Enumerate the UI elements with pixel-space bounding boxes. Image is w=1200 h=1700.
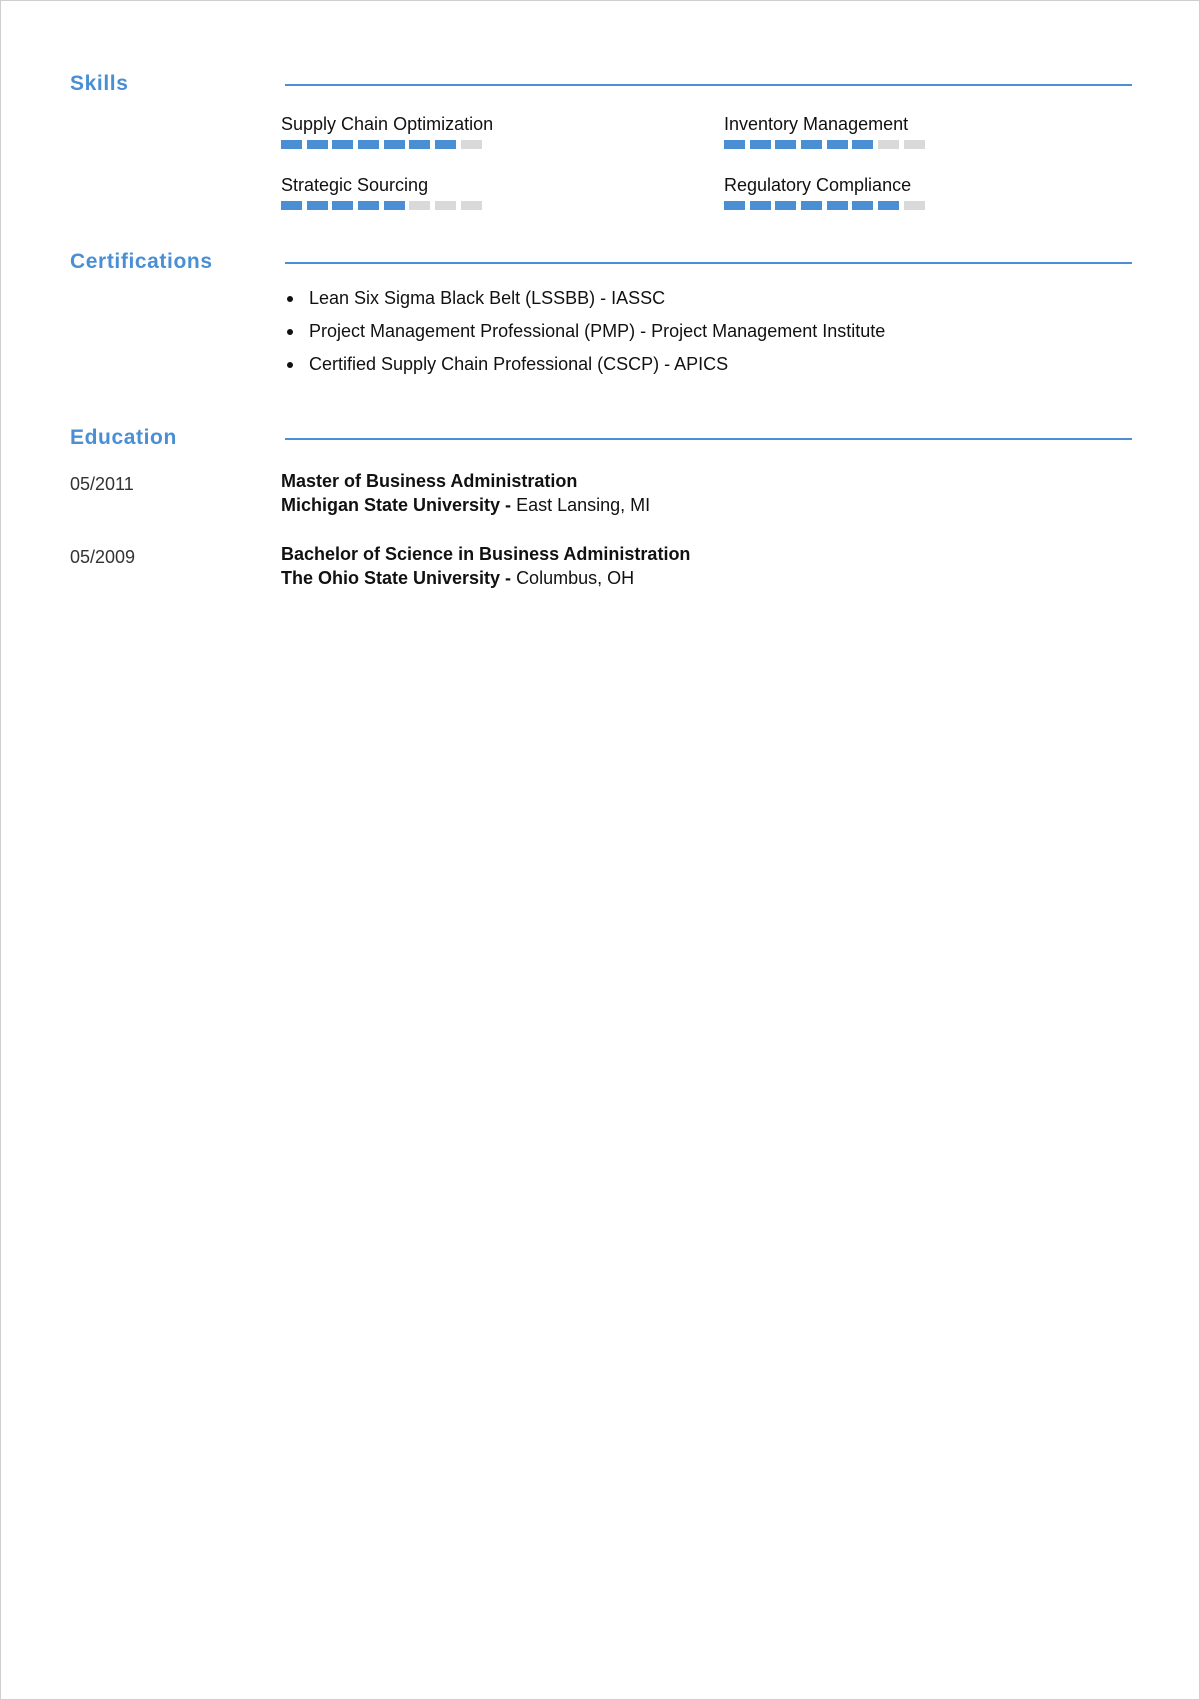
skill-item bbox=[724, 174, 1084, 210]
skill-name: Supply Chain Optimization bbox=[281, 114, 494, 134]
skill-name: Inventory Management bbox=[724, 114, 909, 134]
rating-segment-filled bbox=[827, 201, 848, 210]
rating-segment-empty bbox=[461, 140, 482, 149]
bullet-icon bbox=[287, 362, 293, 368]
education-school: Michigan State University - bbox=[281, 495, 512, 515]
skill-name: Regulatory Compliance bbox=[724, 175, 912, 195]
certification-item bbox=[281, 353, 885, 375]
rating-segment-empty bbox=[435, 201, 456, 210]
rating-segment-filled bbox=[307, 140, 328, 149]
rating-segment-filled bbox=[409, 140, 430, 149]
education-school-line bbox=[281, 566, 690, 590]
rating-segment-filled bbox=[801, 140, 822, 149]
rating-segment-empty bbox=[409, 201, 430, 210]
education-degree: Bachelor of Science in Business Administration bbox=[281, 544, 691, 564]
rating-segment-filled bbox=[358, 201, 379, 210]
skills-divider bbox=[285, 84, 1132, 86]
rating-segment-empty bbox=[878, 140, 899, 149]
rating-segment-filled bbox=[852, 201, 873, 210]
skill-name: Strategic Sourcing bbox=[281, 175, 429, 195]
skills-section bbox=[70, 71, 1132, 221]
certifications-divider bbox=[285, 262, 1132, 264]
rating-segment-filled bbox=[724, 201, 745, 210]
rating-segment-filled bbox=[281, 140, 302, 149]
certification-item bbox=[281, 287, 885, 309]
education-heading: Education bbox=[70, 426, 177, 449]
education-divider bbox=[285, 438, 1132, 440]
rating-segment-filled bbox=[878, 201, 899, 210]
certifications-list bbox=[281, 287, 885, 386]
rating-segment-filled bbox=[281, 201, 302, 210]
certifications-section bbox=[70, 249, 1132, 389]
skill-item bbox=[724, 113, 1084, 149]
rating-segment-empty bbox=[904, 201, 925, 210]
education-date: 05/2009 bbox=[70, 547, 136, 567]
rating-segment-filled bbox=[775, 140, 796, 149]
certification-item bbox=[281, 320, 885, 342]
certification-text: Project Management Professional (PMP) - Project Management Institute bbox=[309, 321, 886, 341]
rating-segment-filled bbox=[435, 140, 456, 149]
rating-segment-empty bbox=[904, 140, 925, 149]
bullet-icon bbox=[287, 296, 293, 302]
education-degree: Master of Business Administration bbox=[281, 471, 578, 491]
skills-heading: Skills bbox=[70, 72, 129, 95]
rating-segment-filled bbox=[724, 140, 745, 149]
education-details bbox=[281, 469, 650, 517]
skill-item bbox=[281, 113, 641, 149]
certification-text: Certified Supply Chain Professional (CSCP) - APICS bbox=[309, 354, 729, 374]
skill-rating-bar bbox=[724, 201, 1084, 210]
rating-segment-filled bbox=[775, 201, 796, 210]
bullet-icon bbox=[287, 329, 293, 335]
rating-segment-filled bbox=[750, 201, 771, 210]
rating-segment-filled bbox=[750, 140, 771, 149]
education-school-line bbox=[281, 493, 650, 517]
skill-rating-bar bbox=[281, 140, 641, 149]
rating-segment-empty bbox=[461, 201, 482, 210]
education-location: East Lansing, MI bbox=[516, 495, 651, 515]
education-date: 05/2011 bbox=[70, 474, 134, 494]
skill-rating-bar bbox=[281, 201, 641, 210]
education-section bbox=[70, 425, 1132, 605]
education-location: Columbus, OH bbox=[516, 568, 635, 588]
rating-segment-filled bbox=[384, 201, 405, 210]
skill-item bbox=[281, 174, 641, 210]
education-details bbox=[281, 542, 690, 590]
skill-rating-bar bbox=[724, 140, 1084, 149]
rating-segment-filled bbox=[332, 140, 353, 149]
rating-segment-filled bbox=[852, 140, 873, 149]
certifications-heading: Certifications bbox=[70, 250, 213, 273]
rating-segment-filled bbox=[332, 201, 353, 210]
rating-segment-filled bbox=[358, 140, 379, 149]
rating-segment-filled bbox=[384, 140, 405, 149]
rating-segment-filled bbox=[801, 201, 822, 210]
rating-segment-filled bbox=[827, 140, 848, 149]
rating-segment-filled bbox=[307, 201, 328, 210]
education-school: The Ohio State University - bbox=[281, 568, 512, 588]
certification-text: Lean Six Sigma Black Belt (LSSBB) - IASSC bbox=[309, 288, 666, 308]
